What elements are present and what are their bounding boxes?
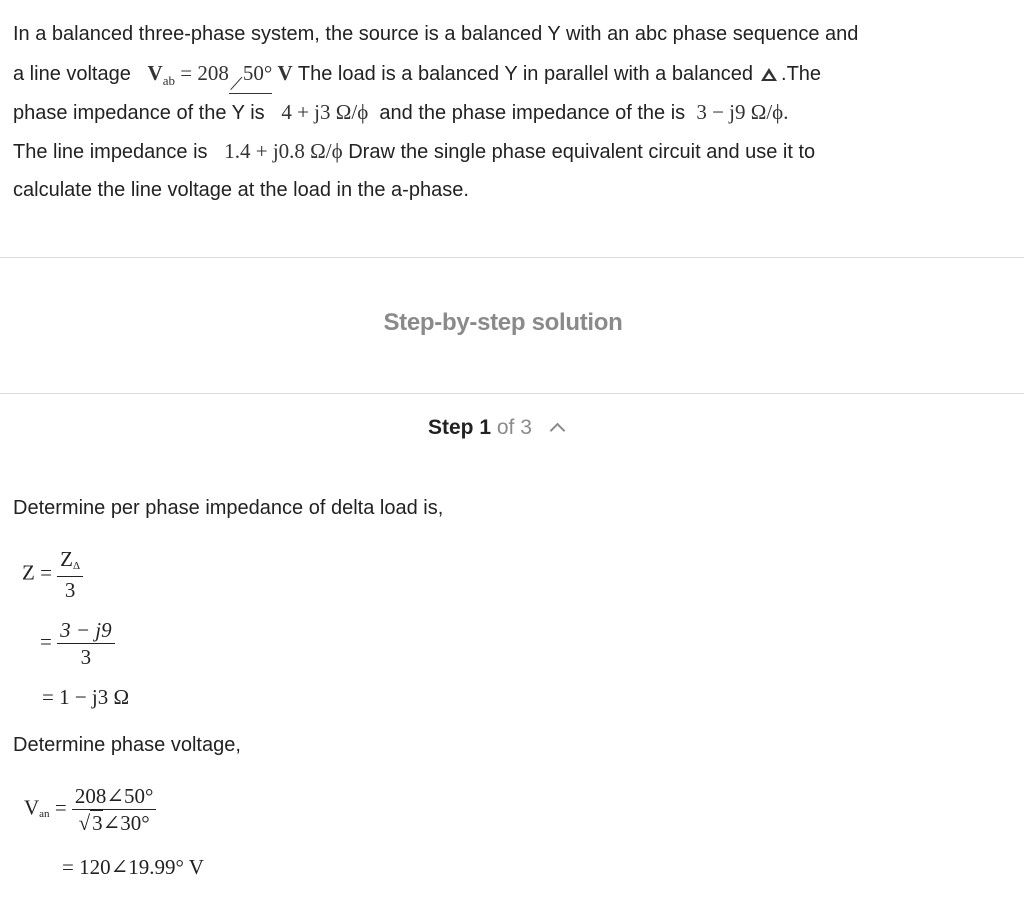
equation-1: Z = $\frac{Z\Delta}{3}$ [22, 546, 83, 603]
delta-impedance: 3 − j9 Ω/ϕ. [696, 100, 789, 124]
step-paragraph-2: Determine phase voltage, [13, 734, 241, 756]
equation-2: = $\frac{3 - j9}{3}$ [40, 617, 115, 670]
divider [0, 257, 1024, 258]
question-line-3: phase impedance of the Y is 4 + j3 Ω/ϕ and the phase impedance of the is 3 − j9 Ω/ϕ. [13, 100, 789, 124]
delta-icon [761, 68, 777, 81]
equation-5: = 120∠19.99° V [62, 855, 204, 879]
step-label: Step 1 [428, 416, 492, 439]
step-count: of 3 [496, 416, 532, 439]
equation-3: = 1 − j3 Ω [42, 685, 130, 709]
equation-4: Van = $\frac{208\angle 50^\circ}{√3\angle 30^\circ}$ [24, 783, 156, 836]
step-toggle[interactable] [428, 416, 563, 440]
line-impedance: 1.4 + j0.8 Ω/ϕ [224, 139, 343, 163]
angle-symbol: 50° [229, 54, 272, 94]
line-voltage-expression: $V_{ab} = 208$ 50° V [148, 61, 293, 85]
fraction: $\frac{208\angle 50^\circ}{√3\angle 30^\circ}$ [72, 783, 157, 836]
fraction: $\frac{3 - j9}{3}$ [57, 617, 115, 670]
solution-title: Step-by-step solution [383, 309, 623, 336]
fraction: $\frac{Z\Delta}{3}$ [57, 546, 83, 603]
question-line-2: a line voltage $V_{ab} = 208$ 50° V The load is a balanced Y in parallel with a balanced .The [13, 54, 1003, 93]
y-impedance: 4 + j3 Ω/ϕ [281, 100, 369, 124]
question-line-1: In a balanced three-phase system, the source is a balanced Y with an abc phase sequence and [13, 23, 859, 45]
divider [0, 393, 1024, 394]
question-line-4: The line impedance is 1.4 + j0.8 Ω/ϕ Draw the single phase equivalent circuit and use it to [13, 139, 816, 163]
question-text [13, 15, 1003, 210]
step-paragraph-1: Determine per phase impedance of delta load is, [13, 497, 444, 519]
question-line-5: calculate the line voltage at the load in the a-phase. [13, 179, 469, 201]
chevron-up-icon[interactable] [549, 423, 565, 439]
